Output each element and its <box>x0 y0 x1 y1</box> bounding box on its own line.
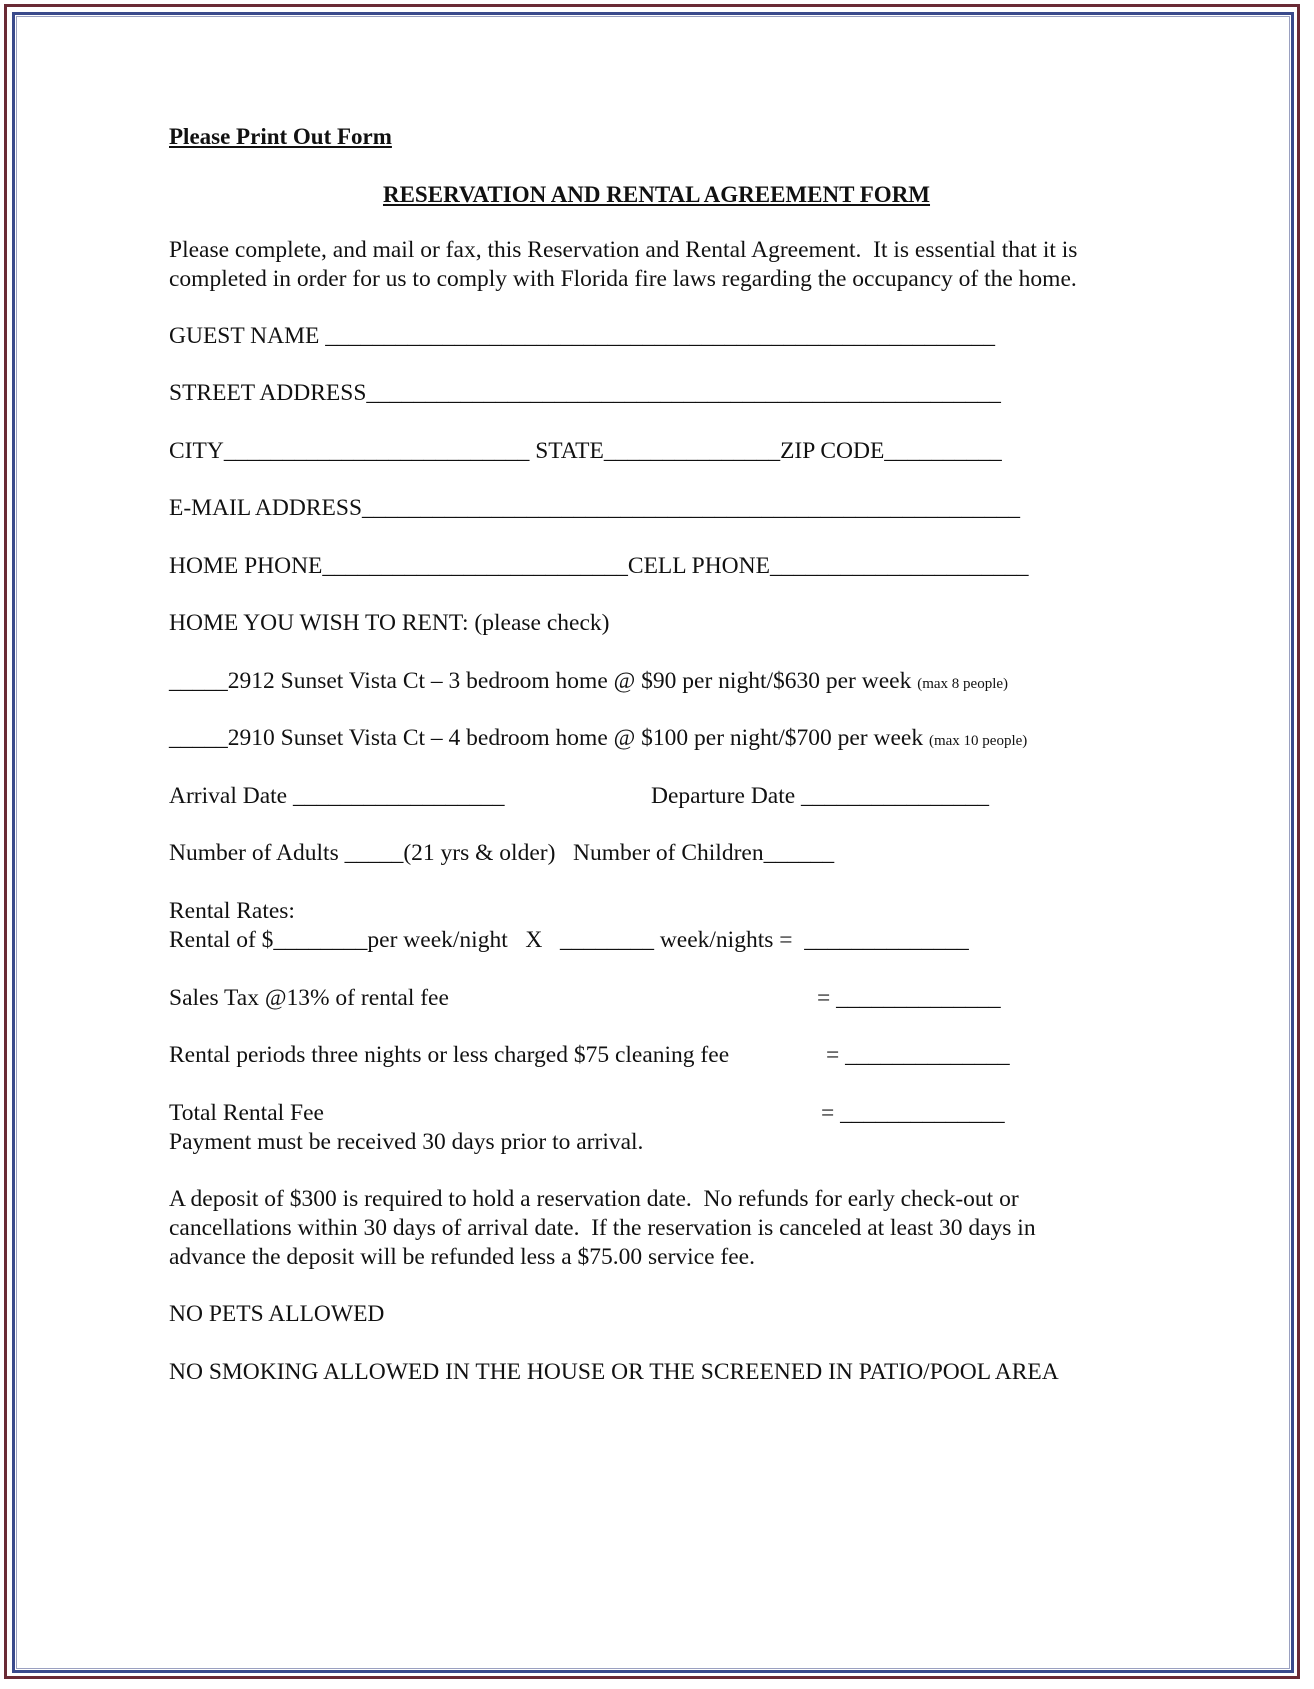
rental-rate-line[interactable]: Rental of $________per week/night X ________ week/nights = ______________ <box>169 927 969 953</box>
phone-fields[interactable]: HOME PHONE__________________________CELL PHONE______________________ <box>169 553 1029 579</box>
guest-name-field[interactable]: GUEST NAME _________________________________________________________ <box>169 323 995 349</box>
street-address-field[interactable]: STREET ADDRESS______________________________________________________ <box>169 380 1001 406</box>
rental-rates-heading: Rental Rates: <box>169 898 295 924</box>
cleaning-fee-value[interactable]: = ______________ <box>826 1042 1010 1068</box>
home-option-2910-text: _____2910 Sunset Vista Ct – 4 bedroom home @ $100 per night/$700 per week <box>169 725 929 751</box>
no-smoking-rule: NO SMOKING ALLOWED IN THE HOUSE OR THE SCREENED IN PATIO/POOL AREA <box>169 1359 1059 1385</box>
sales-tax-label: Sales Tax @13% of rental fee <box>169 985 449 1011</box>
home-option-2910-note: (max 10 people) <box>928 733 1028 749</box>
home-option-2912-text: _____2912 Sunset Vista Ct – 3 bedroom home @ $90 per night/$630 per week <box>169 668 918 694</box>
home-option-2910[interactable] <box>169 724 1027 756</box>
print-notice: Please Print Out Form <box>169 124 392 149</box>
guest-count-field[interactable]: Number of Adults _____(21 yrs & older) Number of Children______ <box>169 840 835 866</box>
deposit-line-2: cancellations within 30 days of arrival date. If the reservation is canceled at least 30 days in <box>169 1215 1036 1241</box>
intro-line-2: completed in order for us to comply with Florida fire laws regarding the occupancy of the home. <box>169 266 1077 292</box>
total-fee-label: Total Rental Fee <box>169 1100 324 1126</box>
home-option-2912[interactable] <box>169 667 1008 699</box>
city-state-zip-field[interactable]: CITY__________________________ STATE_______________ZIP CODE__________ <box>169 438 1002 464</box>
form-title: RESERVATION AND RENTAL AGREEMENT FORM <box>382 182 931 207</box>
cleaning-fee-label: Rental periods three nights or less charged $75 cleaning fee <box>169 1042 730 1068</box>
arrival-date-field[interactable]: Arrival Date __________________ <box>169 783 505 809</box>
payment-note: Payment must be received 30 days prior to arrival. <box>169 1129 644 1155</box>
sales-tax-value[interactable]: = ______________ <box>817 985 1001 1011</box>
home-option-2912-note: (max 8 people) <box>917 676 1009 692</box>
total-fee-value[interactable]: = ______________ <box>821 1100 1005 1126</box>
deposit-line-3: advance the deposit will be refunded less a $75.00 service fee. <box>169 1244 755 1270</box>
departure-date-field[interactable]: Departure Date ________________ <box>651 783 990 809</box>
home-choice-label: HOME YOU WISH TO RENT: (please check) <box>169 610 610 636</box>
email-field[interactable]: E-MAIL ADDRESS________________________________________________________ <box>169 495 1021 521</box>
no-pets-rule: NO PETS ALLOWED <box>169 1301 385 1327</box>
deposit-line-1: A deposit of $300 is required to hold a reservation date. No refunds for early check-out or <box>169 1186 1019 1212</box>
intro-line-1: Please complete, and mail or fax, this Reservation and Rental Agreement. It is essential that it is <box>169 237 1078 263</box>
